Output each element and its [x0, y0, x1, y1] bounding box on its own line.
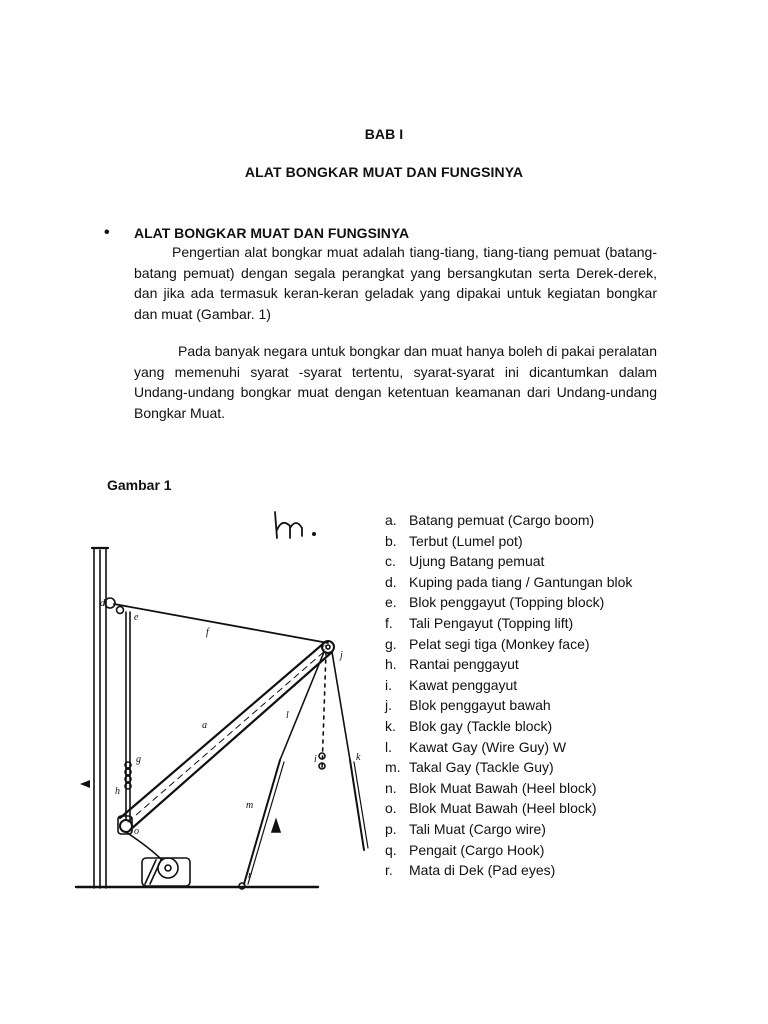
legend-letter: p. [385, 820, 397, 837]
section-heading: ALAT BONGKAR MUAT DAN FUNGSINYA [134, 225, 410, 241]
guy-left-upper [280, 652, 324, 760]
topping-lift-line [114, 604, 328, 643]
cargo-boom-diagram [70, 500, 370, 892]
winch-drum-core [165, 865, 171, 871]
legend-item [385, 531, 632, 552]
fig-label-r: r [248, 870, 252, 881]
legend-letter: l. [385, 738, 392, 755]
topping-block-e [117, 607, 124, 614]
legend-letter: m. [385, 759, 401, 776]
legend-text: Blok penggayut bawah [409, 697, 551, 714]
legend-text: Tali Pengayut (Topping lift) [409, 614, 574, 631]
winch-base [142, 858, 190, 886]
fig-label-i: i [314, 754, 317, 765]
legend-item [385, 860, 632, 881]
legend-text: Rantai penggayut [409, 656, 519, 673]
chapter-number: BAB I [364, 126, 404, 142]
legend-item [385, 798, 632, 819]
paragraph-1-text: Pengertian alat bongkar muat adalah tiang-tiang, tiang-tiang pemuat (batang-batang pemuat) dengan segala perangkat yang bersangkutan serta Derek-derek, dan jika ada termasuk keran-keran geladak yang dipakai untuk kegiatan bongkar dan muat (Gambar. 1) [134, 244, 657, 322]
legend-letter: r. [385, 862, 393, 879]
fig-label-g: g [136, 754, 141, 765]
legend-text: Blok Muat Bawah (Heel block) [409, 779, 597, 796]
legend-item [385, 551, 632, 572]
legend-text: Mata di Dek (Pad eyes) [409, 862, 556, 879]
wire-arrow [272, 820, 280, 832]
legend-letter: o. [385, 800, 397, 817]
chapter-title: ALAT BONGKAR MUAT DAN FUNGSINYA [244, 164, 524, 180]
legend-text: Batang pemuat (Cargo boom) [409, 512, 595, 528]
legend-item [385, 737, 632, 758]
legend-text: Kawat penggayut [409, 676, 518, 693]
legend-letter: e. [385, 594, 397, 611]
left-arrow-mark [80, 780, 90, 788]
paragraph-2 [134, 341, 657, 423]
legend-item [385, 675, 632, 696]
signature-dot [313, 533, 315, 535]
fig-label-l: l [286, 710, 289, 721]
legend-letter: k. [385, 717, 396, 734]
legend-item [385, 695, 632, 716]
legend-text: Kawat Gay (Wire Guy) W [409, 738, 567, 755]
legend-text: Ujung Batang pemuat [409, 553, 545, 570]
legend-item [385, 592, 632, 613]
legend-letter: b. [385, 532, 397, 549]
legend-text: Blok Muat Bawah (Heel block) [409, 800, 597, 817]
fig-label-a: a [202, 720, 207, 731]
bullet-icon: • [104, 224, 110, 241]
fig-label-f: f [206, 627, 209, 638]
legend-text: Takal Gay (Tackle Guy) [409, 759, 554, 776]
guy-left-lower-b [248, 762, 284, 884]
boom-lower-edge [130, 652, 332, 830]
winch-hatch-1 [145, 860, 156, 884]
legend-letter: h. [385, 656, 397, 673]
legend-letter: d. [385, 573, 397, 590]
legend-letter: n. [385, 779, 397, 796]
legend-text: Kuping pada tiang / Gantungan blok [409, 573, 633, 590]
legend-letter: i. [385, 676, 392, 693]
legend-letter: g. [385, 635, 397, 652]
fig-label-m: m [246, 800, 254, 811]
guy-right-upper [332, 652, 350, 760]
legend-item [385, 778, 632, 799]
legend-text: Tali Muat (Cargo wire) [409, 820, 546, 837]
legend-item [385, 840, 632, 861]
legend-item [385, 613, 632, 634]
legend-letter: j. [385, 697, 392, 714]
heel-block-o [120, 820, 132, 832]
legend-letter: f. [385, 614, 393, 631]
fig-label-e: e [134, 612, 139, 623]
legend-item [385, 716, 632, 737]
legend-letter: q. [385, 841, 397, 858]
legend-item [385, 819, 632, 840]
legend-text: Blok gay (Tackle block) [409, 717, 553, 734]
legend-item [385, 510, 632, 531]
paragraph-2-text: Pada banyak negara untuk bongkar dan muat hanya boleh di pakai peralatan yang memenuhi syarat -syarat tertentu, syarat-syarat ini dicantumkan dalam Undang-undang bongkar muat dengan ketentuan keamanan dari Undang-undang Bongkar Muat. [134, 343, 657, 421]
boom-head-block-inner [326, 645, 330, 649]
paragraph-1 [134, 242, 657, 324]
legend-item [385, 757, 632, 778]
figure-legend [385, 510, 632, 881]
figure-caption: Gambar 1 [107, 477, 172, 493]
legend-text: Pengait (Cargo Hook) [409, 841, 545, 858]
legend-item [385, 572, 632, 593]
boom-upper-edge [120, 643, 324, 818]
legend-item [385, 634, 632, 655]
fig-label-o: o [134, 826, 139, 837]
legend-text: Terbut (Lumel pot) [409, 532, 523, 549]
boom-center-dash [128, 650, 326, 822]
guy-right-lower-a [350, 760, 364, 850]
legend-letter: c. [385, 553, 396, 570]
signature-mark [275, 512, 302, 538]
legend-letter: a. [385, 512, 397, 528]
legend-text: Blok penggayut (Topping block) [409, 594, 605, 611]
fig-label-h: h [115, 786, 120, 797]
fig-label-k: k [356, 752, 361, 763]
fig-label-c: c [322, 642, 327, 653]
legend-text: Pelat segi tiga (Monkey face) [409, 635, 590, 652]
legend-item [385, 654, 632, 675]
fig-label-j: j [340, 650, 343, 661]
fig-label-d: d [100, 598, 105, 609]
cargo-wire-to-winch [126, 832, 162, 860]
